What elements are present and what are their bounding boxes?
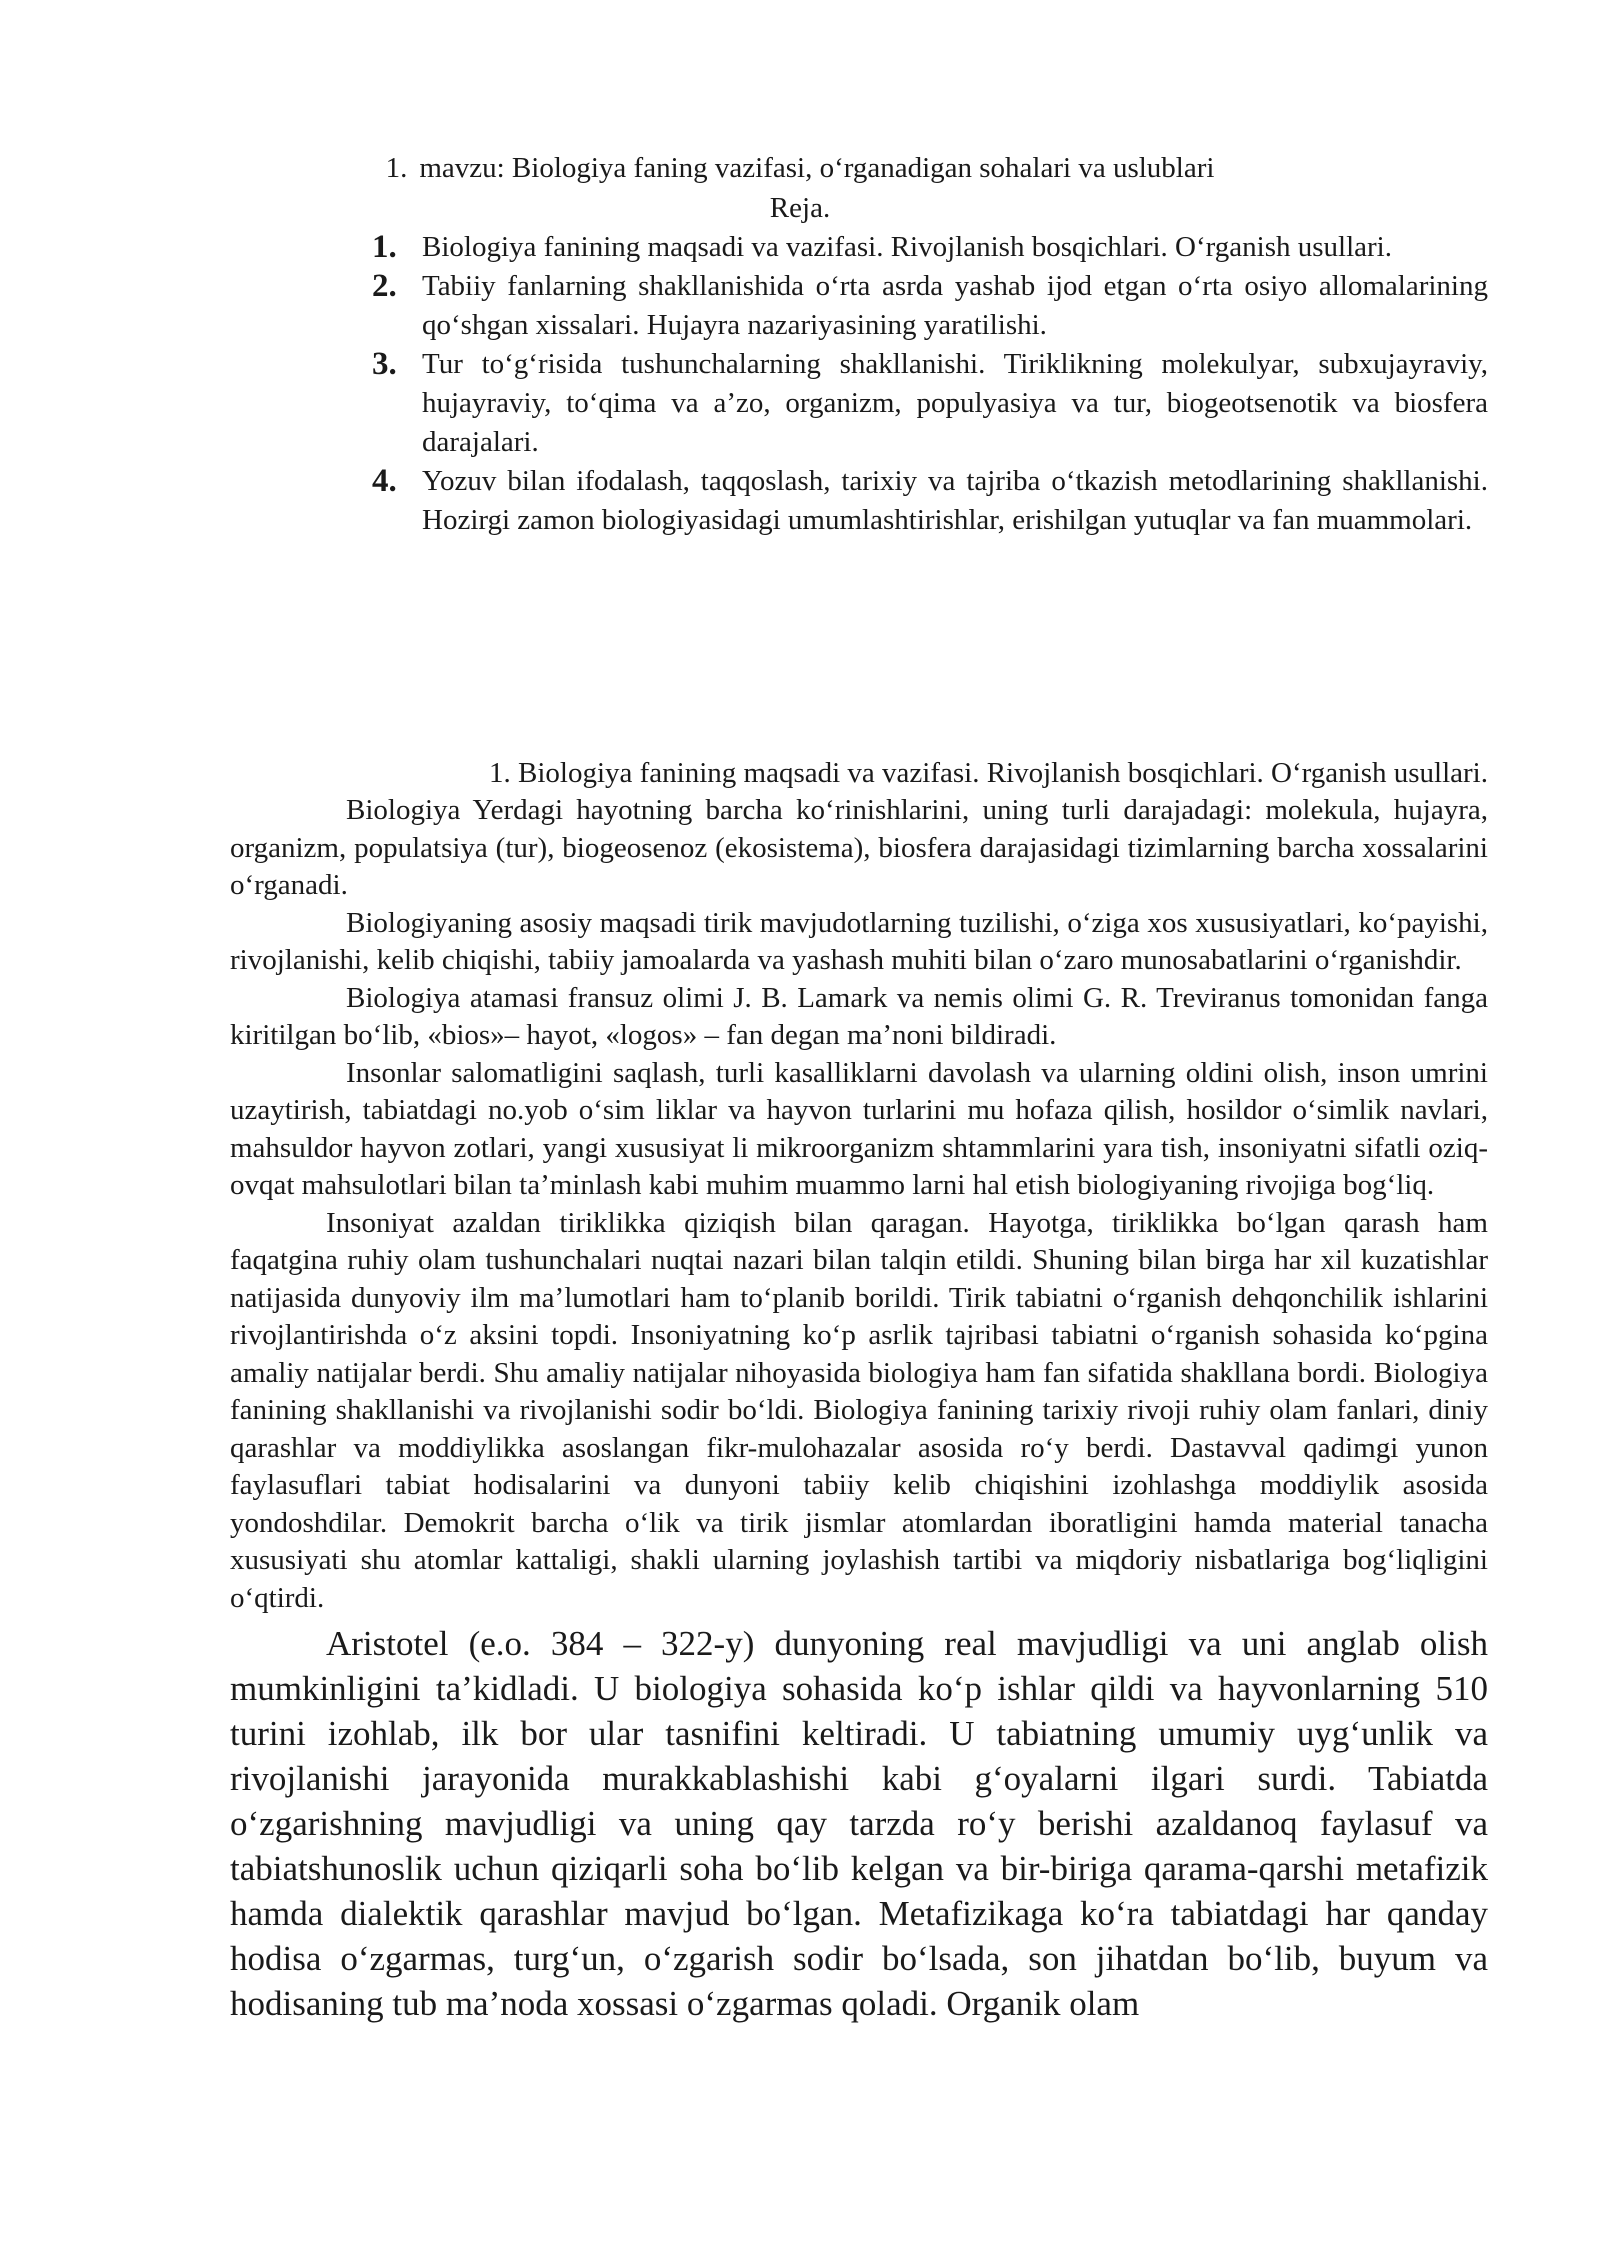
plan-list bbox=[372, 228, 1488, 540]
paragraph: Biologiya Yerdagi hayotning barcha ko‘rinishlarini, uning turli darajadagi: molekula, hujayra, organizm, populatsiya (tur), biogeosenoz (ekosistema), biosfera darajasidagi tizimlarning barcha xossalarini o‘rganadi. bbox=[230, 794, 1488, 901]
plan-item bbox=[372, 228, 1488, 267]
plan-title: Reja. bbox=[769, 192, 831, 224]
paragraph: Biologiyaning asosiy maqsadi tirik mavjudotlarning tuzilishi, o‘ziga xos xususiyatlari, ko‘payishi, rivojlanishi, kelib chiqishi, tabiiy jamoalarda va yashash muhiti bilan o‘zaro munosabatlarini o‘rganishdir. bbox=[230, 906, 1488, 976]
topic-title-text: mavzu: Biologiya faning vazifasi, o‘rganadigan sohalari va uslublari bbox=[419, 152, 1215, 184]
paragraph: Aristotel (e.o. 384 – 322-y) dunyoning real mavjudligi va uni anglab olish mumkinligini ta’kidladi. U biologiya sohasida ko‘p ishlar qildi va hayvonlarning 510 turini izohlab, ilk bor ular tasnifini keltiradi. U tabiatning umumiy uyg‘unlik va rivojlanishi jarayonida murakkablashishi kabi g‘oyalarni ilgari surdi. Tabiatda o‘zgarishning mavjudligi va uning qay tarzda ro‘y berishi azaldanoq faylasuf va tabiatshunoslik uchun qiziqarli soha bo‘lib kelgan va bir-biriga qarama-qarshi metafizik hamda dialektik qarashlar mavjud bo‘lgan. Metafizikaga ko‘ra tabiatdagi har qanday hodisa o‘zgarmas, turg‘un, o‘zgarish sodir bo‘lsada, son jihatdan bo‘lib, buyum va hodisaning tub ma’noda xossasi o‘zgarmas qoladi. Organik olam bbox=[230, 1624, 1488, 2023]
section-heading: 1. Biologiya fanining maqsadi va vazifasi. Rivojlanish bosqichlari. O‘rganish usullari. bbox=[489, 757, 1488, 789]
plan-item-text: Tur to‘g‘risida tushunchalarning shakllanishi. Tiriklikning molekulyar, subxujayraviy, hujayraviy, to‘qima va a’zo, organizm, populyasiya va tur, biogeotsenotik va biosfera darajalari. bbox=[422, 348, 1488, 458]
plan-item-number: 4. bbox=[372, 463, 397, 499]
plan-item bbox=[372, 267, 1488, 345]
paragraph: Insoniyat azaldan tiriklikka qiziqish bilan qaragan. Hayotga, tiriklikka bo‘lgan qarash ham faqatgina ruhiy olam tushunchalari nuqtai nazari bilan talqin etildi. Shuning bilan birga har xil kuzatishlar natijasida dunyoviy ilm ma’lumotlari ham to‘planib borildi. Tirik tabiatni o‘rganish dehqonchilik ishlarini rivojlantirishda o‘z aksini topdi. Insoniyatning ko‘p asrlik tajribasi tabiatni o‘rganish sohasida ko‘pgina amaliy natijalar berdi. Shu amaliy natijalar nihoyasida biologiya ham fan sifatida shakllana bordi. Biologiya fanining shakllanishi va rivojlanishi sodir bo‘ldi. Biologiya fanining tarixiy rivoji ruhiy olam fanlari, diniy qarashlar va moddiylikka asoslangan fikr-mulohazalar asosida ro‘y berdi. Dastavval qadimgi yunon faylasuflari tabiat hodisalarini va dunyoni tabiiy kelib chiqishini izohlashga moddiylik asosida yondoshdilar. Demokrit barcha o‘lik va tirik jismlar atomlardan iboratligini hamda material tanacha xususiyati shu atomlar kattaligi, shakli ularning joylashish tartibi va miqdoriy nisbatlariga bog‘liqligini o‘qtirdi. bbox=[230, 1206, 1488, 1614]
paragraph: Insonlar salomatligini saqlash, turli kasalliklarni davolash va ularning oldini olish, inson umrini uzaytirish, tabiatdagi no.yob o‘sim liklar va hayvon turlarini mu hofaza qilish, hosildor o‘simlik navlari, mahsuldor hayvon zotlari, yangi xususiyat li mikroorganizm shtammlarini yara tish, insoniyatni sifatli oziq-ovqat mahsulotlari bilan ta’minlash kabi muhim muammo larni hal etish biologiyaning rivojiga bog‘liq. bbox=[230, 1056, 1488, 1201]
plan-item bbox=[372, 462, 1488, 540]
plan-item-text: Yozuv bilan ifodalash, taqqoslash, tarixiy va tajriba o‘tkazish metodlarining shakllanishi. Hozirgi zamon biologiyasidagi umumlashtirishlar, erishilgan yutuqlar va fan muammolari. bbox=[422, 465, 1488, 536]
plan-item-number: 2. bbox=[372, 268, 397, 304]
plan-item-text: Tabiiy fanlarning shakllanishida o‘rta asrda yashab ijod etgan o‘rta osiyo allomalarining qo‘shgan xissalari. Hujayra nazariyasining yaratilishi. bbox=[422, 270, 1488, 341]
topic-number: 1. bbox=[385, 152, 408, 184]
plan-item-number: 1. bbox=[372, 229, 397, 265]
paragraph: Biologiya atamasi fransuz olimi J. B. Lamark va nemis olimi G. R. Treviranus tomonidan fanga kiritilgan bo‘lib, «bios»– hayot, «logos» – fan degan ma’noni bildiradi. bbox=[230, 981, 1488, 1051]
plan-item bbox=[372, 345, 1488, 462]
section-1 bbox=[230, 755, 1488, 2026]
plan-item-number: 3. bbox=[372, 346, 397, 382]
plan-item-text: Biologiya fanining maqsadi va vazifasi. Rivojlanish bosqichlari. O‘rganish usullari. bbox=[422, 231, 1392, 263]
topic-title bbox=[0, 150, 1600, 186]
